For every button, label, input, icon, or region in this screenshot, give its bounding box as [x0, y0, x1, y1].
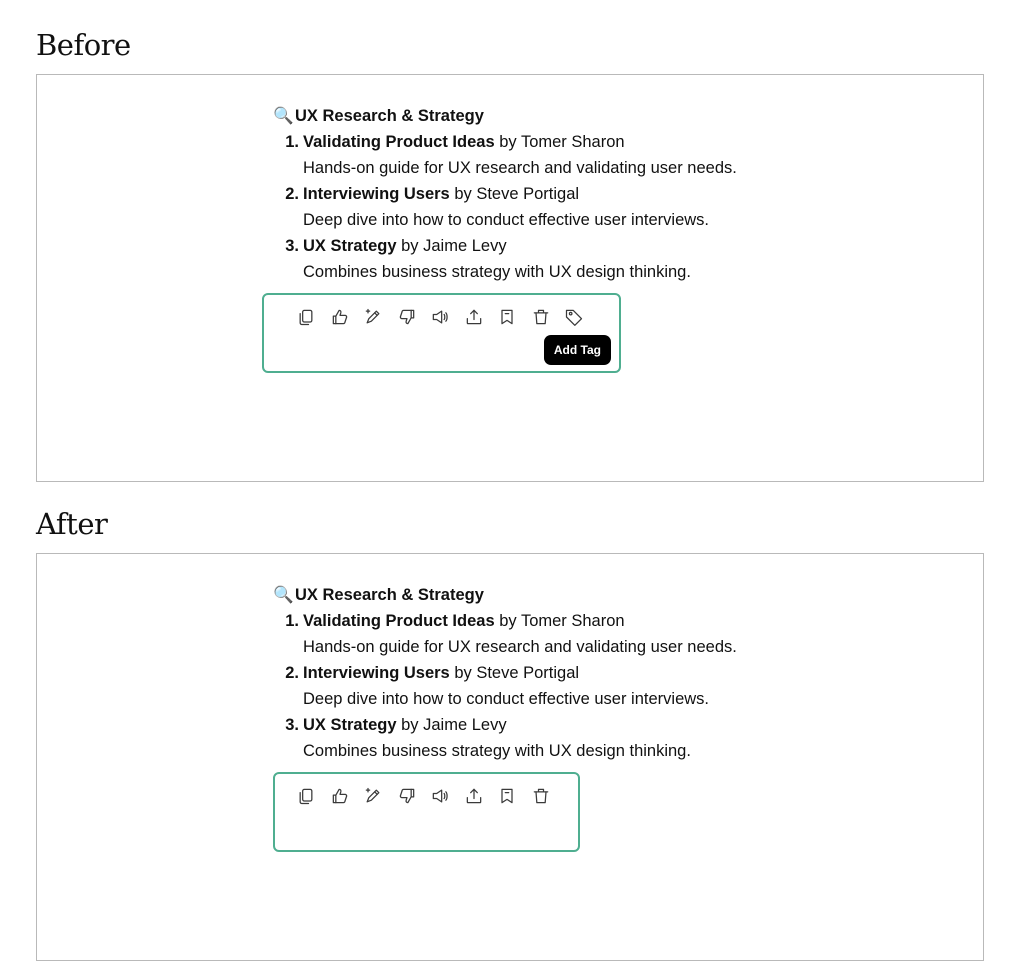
- list-item: [273, 129, 833, 181]
- bookmark-button[interactable]: [495, 305, 519, 329]
- thumbs-up-icon: [330, 307, 350, 327]
- edit-button[interactable]: [361, 784, 385, 808]
- share-icon: [464, 307, 484, 327]
- book-list: [273, 608, 833, 764]
- speaker-icon: [430, 307, 450, 327]
- book-description: Deep dive into how to conduct effective user interviews.: [303, 690, 709, 708]
- message-heading-text: UX Research & Strategy: [295, 586, 484, 604]
- copy-icon: [296, 786, 316, 806]
- list-number: 3.: [285, 716, 299, 734]
- read-aloud-button[interactable]: [428, 784, 452, 808]
- book-description: Deep dive into how to conduct effective user interviews.: [303, 211, 709, 229]
- book-author: by Steve Portigal: [449, 664, 580, 682]
- toolbar-highlight: [262, 293, 621, 373]
- after-title: After: [36, 507, 108, 541]
- list-number: 2.: [285, 185, 299, 203]
- book-title: Validating Product Ideas: [303, 133, 495, 151]
- book-author: by Steve Portigal: [449, 185, 580, 203]
- book-list: [273, 129, 833, 285]
- tag-icon: [564, 307, 584, 327]
- toolbar-highlight: [273, 772, 580, 852]
- thumbs-up-button[interactable]: [328, 784, 352, 808]
- delete-button[interactable]: [529, 784, 553, 808]
- list-number: 1.: [285, 133, 299, 151]
- magnifier-emoji-icon: 🔍: [273, 586, 294, 604]
- book-title: Interviewing Users: [303, 664, 450, 682]
- list-item: [273, 181, 833, 233]
- list-number: 2.: [285, 664, 299, 682]
- message-heading: [273, 103, 833, 129]
- trash-icon: [531, 786, 551, 806]
- book-description: Hands-on guide for UX research and validating user needs.: [303, 159, 737, 177]
- after-message: [273, 582, 833, 764]
- thumbs-down-icon: [397, 307, 417, 327]
- bookmark-icon: [497, 786, 517, 806]
- list-number: 1.: [285, 612, 299, 630]
- book-title: UX Strategy: [303, 716, 397, 734]
- add-tag-tooltip: Add Tag: [544, 335, 611, 365]
- trash-icon: [531, 307, 551, 327]
- copy-button[interactable]: [294, 784, 318, 808]
- book-title: Interviewing Users: [303, 185, 450, 203]
- add-tag-button[interactable]: [562, 305, 586, 329]
- book-title: UX Strategy: [303, 237, 397, 255]
- thumbs-up-icon: [330, 786, 350, 806]
- list-item: [273, 660, 833, 712]
- copy-button[interactable]: [294, 305, 318, 329]
- book-author: by Tomer Sharon: [494, 133, 625, 151]
- thumbs-down-button[interactable]: [395, 305, 419, 329]
- share-icon: [464, 786, 484, 806]
- book-description: Combines business strategy with UX design thinking.: [303, 263, 691, 281]
- book-author: by Jaime Levy: [396, 237, 507, 255]
- speaker-icon: [430, 786, 450, 806]
- book-author: by Jaime Levy: [396, 716, 507, 734]
- book-author: by Tomer Sharon: [494, 612, 625, 630]
- bookmark-icon: [497, 307, 517, 327]
- book-description: Hands-on guide for UX research and validating user needs.: [303, 638, 737, 656]
- edit-button[interactable]: [361, 305, 385, 329]
- before-message: [273, 103, 833, 285]
- list-item: [273, 608, 833, 660]
- list-number: 3.: [285, 237, 299, 255]
- message-heading: [273, 582, 833, 608]
- thumbs-down-button[interactable]: [395, 784, 419, 808]
- delete-button[interactable]: [529, 305, 553, 329]
- read-aloud-button[interactable]: [428, 305, 452, 329]
- message-action-toolbar: [294, 784, 553, 808]
- magnifier-emoji-icon: 🔍: [273, 107, 294, 125]
- edit-sparkle-icon: [363, 307, 383, 327]
- bookmark-button[interactable]: [495, 784, 519, 808]
- list-item: [273, 712, 833, 764]
- share-button[interactable]: [462, 305, 486, 329]
- book-description: Combines business strategy with UX design thinking.: [303, 742, 691, 760]
- thumbs-down-icon: [397, 786, 417, 806]
- message-heading-text: UX Research & Strategy: [295, 107, 484, 125]
- copy-icon: [296, 307, 316, 327]
- after-panel: [36, 553, 984, 961]
- thumbs-up-button[interactable]: [328, 305, 352, 329]
- book-title: Validating Product Ideas: [303, 612, 495, 630]
- share-button[interactable]: [462, 784, 486, 808]
- before-title: Before: [36, 28, 131, 62]
- before-panel: [36, 74, 984, 482]
- edit-sparkle-icon: [363, 786, 383, 806]
- message-action-toolbar: [294, 305, 586, 329]
- list-item: [273, 233, 833, 285]
